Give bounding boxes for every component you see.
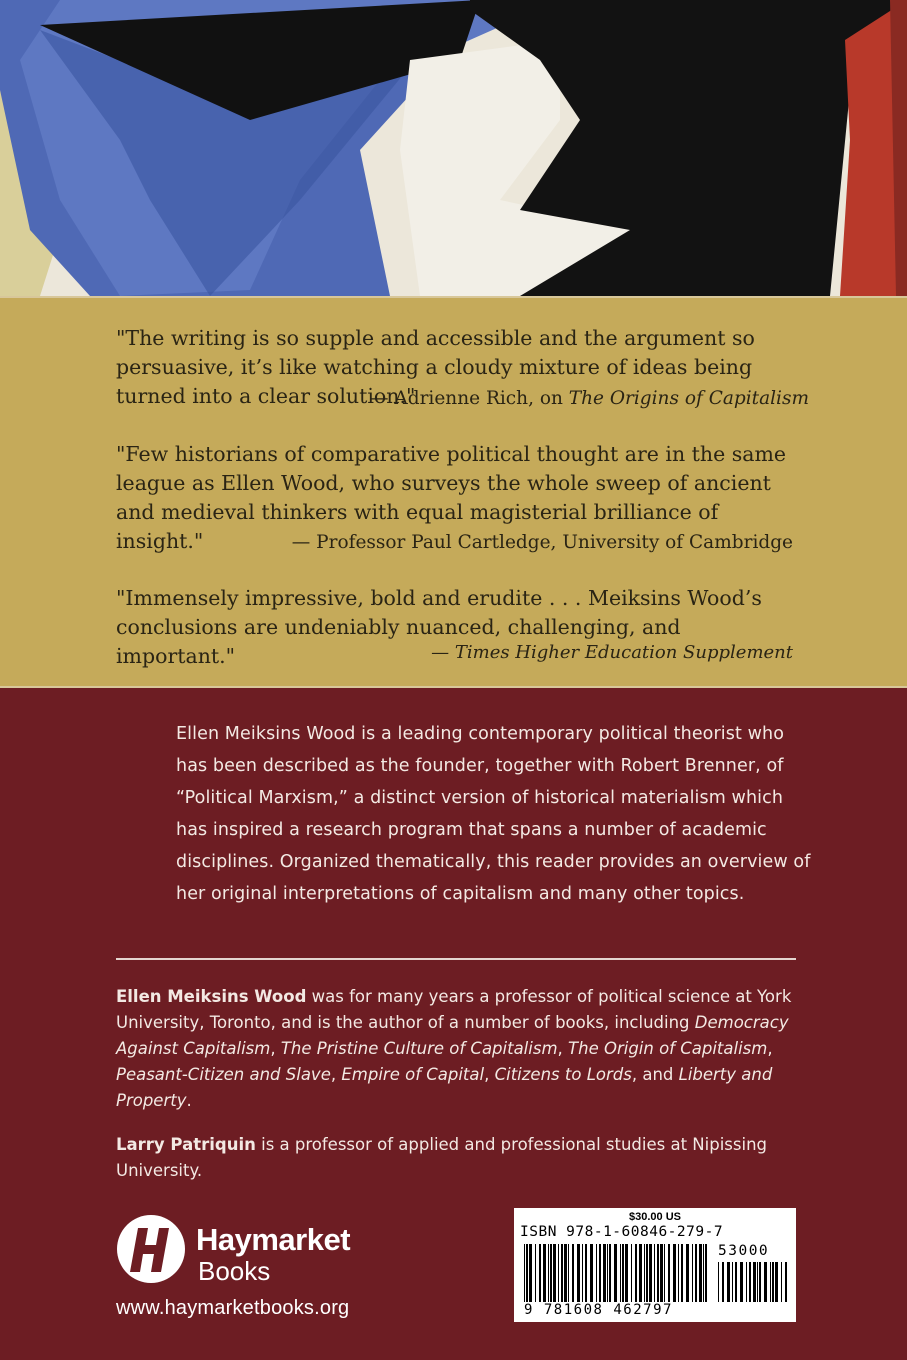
barcode-bar [705, 1244, 707, 1302]
barcode-bar [735, 1262, 737, 1302]
barcode-bar [746, 1262, 747, 1302]
quote-3: "Immensely impressive, bold and erudite . . . Meiksins Wood’s conclusions are undeniably nuanced, challenging, and important." [116, 586, 762, 668]
barcode-label [514, 1208, 796, 1322]
barcode-bar [639, 1244, 642, 1302]
barcode-bar [749, 1262, 751, 1302]
barcode-bar [564, 1244, 567, 1302]
barcode-bar [764, 1262, 767, 1302]
abstract-painting [0, 0, 907, 296]
barcode-bar [539, 1244, 541, 1302]
barcode-bar [695, 1244, 697, 1302]
divider [116, 958, 796, 960]
barcode-bar [582, 1244, 583, 1302]
barcode-bar [703, 1244, 704, 1302]
barcode-bar [654, 1244, 655, 1302]
quote-1-attribution: — Adrienne Rich, on The Origins of Capitalism [370, 388, 809, 409]
barcode-bar [599, 1244, 601, 1302]
publisher-logo [116, 1214, 396, 1296]
barcode-bar [631, 1244, 632, 1302]
cover-art [0, 0, 907, 296]
barcode-bar [732, 1262, 733, 1302]
barcode-bar [543, 1244, 546, 1302]
book-description: Ellen Meiksins Wood is a leading contemporary political theorist who has been described as the founder, together with Robert Brenner, of “Political Marxism,” a distinct version of historical materialism which has inspired a research program that spans a number of academic disciplines. Organized thematically, this reader provides an overview of her original interpretations of capitalism and many other topics. [176, 724, 811, 904]
barcode-bar [644, 1244, 645, 1302]
addon-barcode [718, 1262, 790, 1302]
ean-barcode [524, 1244, 708, 1302]
barcode-bar [622, 1244, 624, 1302]
barcode-bar [620, 1244, 621, 1302]
barcode-bar [681, 1244, 683, 1302]
barcode-bar [727, 1262, 730, 1302]
barcode-bar [553, 1244, 556, 1302]
barcode-bar [775, 1262, 778, 1302]
barcode-bar [535, 1244, 536, 1302]
barcode-bar [757, 1262, 758, 1302]
barcode-bar [660, 1244, 663, 1302]
barcode-bar [550, 1244, 552, 1302]
barcode-bar [785, 1262, 787, 1302]
barcode-bar [649, 1244, 652, 1302]
barcode-bar [740, 1262, 743, 1302]
barcode-bar [548, 1244, 549, 1302]
author-bio: Ellen Meiksins Wood was for many years a professor of political science at York University, Toronto, and is the author of a number of books, including Democracy Against Capitalism, The Pristine Culture of Capitalism, The Origin of Capitalism, Peasant-Citizen and Slave, Empire of Capital, Citizens to Lords, and Liberty and Property. [116, 987, 792, 1110]
barcode-bar [577, 1244, 580, 1302]
barcode-bar [664, 1244, 665, 1302]
publisher-name: Haymarket [196, 1222, 351, 1257]
barcode-bar [524, 1244, 525, 1302]
barcode-bar [678, 1244, 679, 1302]
barcode-bar [646, 1244, 648, 1302]
barcode-bar [572, 1244, 574, 1302]
barcode-bar [722, 1262, 724, 1302]
author-name: Ellen Meiksins Wood [116, 987, 307, 1006]
publisher-sub: Books [198, 1256, 271, 1286]
barcode-bar [692, 1244, 693, 1302]
barcode-bar [673, 1244, 676, 1302]
editor-bio: Larry Patriquin is a professor of applied and professional studies at Nipissing University. [116, 1135, 767, 1180]
barcode-bar [686, 1244, 689, 1302]
price: $30.00 US [629, 1211, 681, 1223]
barcode-bar [568, 1244, 569, 1302]
barcode-bar [625, 1244, 628, 1302]
barcode-bar [668, 1244, 670, 1302]
barcode-bar [759, 1262, 761, 1302]
quote-2: "Few historians of comparative political thought are in the same league as Ellen Wood, who surveys the whole sweep of ancient and medieval thinkers with equal magisterial brilliance of insight." [116, 442, 787, 553]
barcode-bar [558, 1244, 559, 1302]
barcode-bar [529, 1244, 532, 1302]
barcode-bar [718, 1262, 719, 1302]
barcode-bar [614, 1244, 617, 1302]
barcode-bar [753, 1262, 756, 1302]
barcode-bar [526, 1244, 528, 1302]
publisher-url: www.haymarketbooks.org [116, 1297, 350, 1319]
barcode-bar [585, 1244, 587, 1302]
quote-1: "The writing is so supple and accessible and the argument so persuasive, it’s like watching a cloudy mixture of ideas being turned into a clear solution." [116, 326, 755, 408]
quotes-band [0, 296, 907, 688]
barcode-bar [609, 1244, 611, 1302]
barcode-bar [561, 1244, 563, 1302]
haymarket-h-icon [116, 1214, 186, 1284]
barcode-bar [772, 1262, 774, 1302]
barcode-bar [781, 1262, 782, 1302]
barcode-addon-number: 53000 [718, 1243, 770, 1259]
isbn: ISBN 978-1-60846-279-7 [520, 1224, 724, 1240]
barcode-bar [590, 1244, 593, 1302]
barcode-bar [603, 1244, 606, 1302]
editor-name: Larry Patriquin [116, 1135, 256, 1154]
barcode-number: 9 781608 462797 [524, 1302, 673, 1318]
barcode-bar [635, 1244, 637, 1302]
barcode-bar [607, 1244, 608, 1302]
barcode-bar [657, 1244, 659, 1302]
quote-2-attribution: — Professor Paul Cartledge, University of Cambridge [291, 532, 793, 553]
barcode-bar [596, 1244, 597, 1302]
quote-3-attribution: — Times Higher Education Supplement [431, 642, 793, 663]
barcode-bar [699, 1244, 702, 1302]
barcode-bar [770, 1262, 771, 1302]
